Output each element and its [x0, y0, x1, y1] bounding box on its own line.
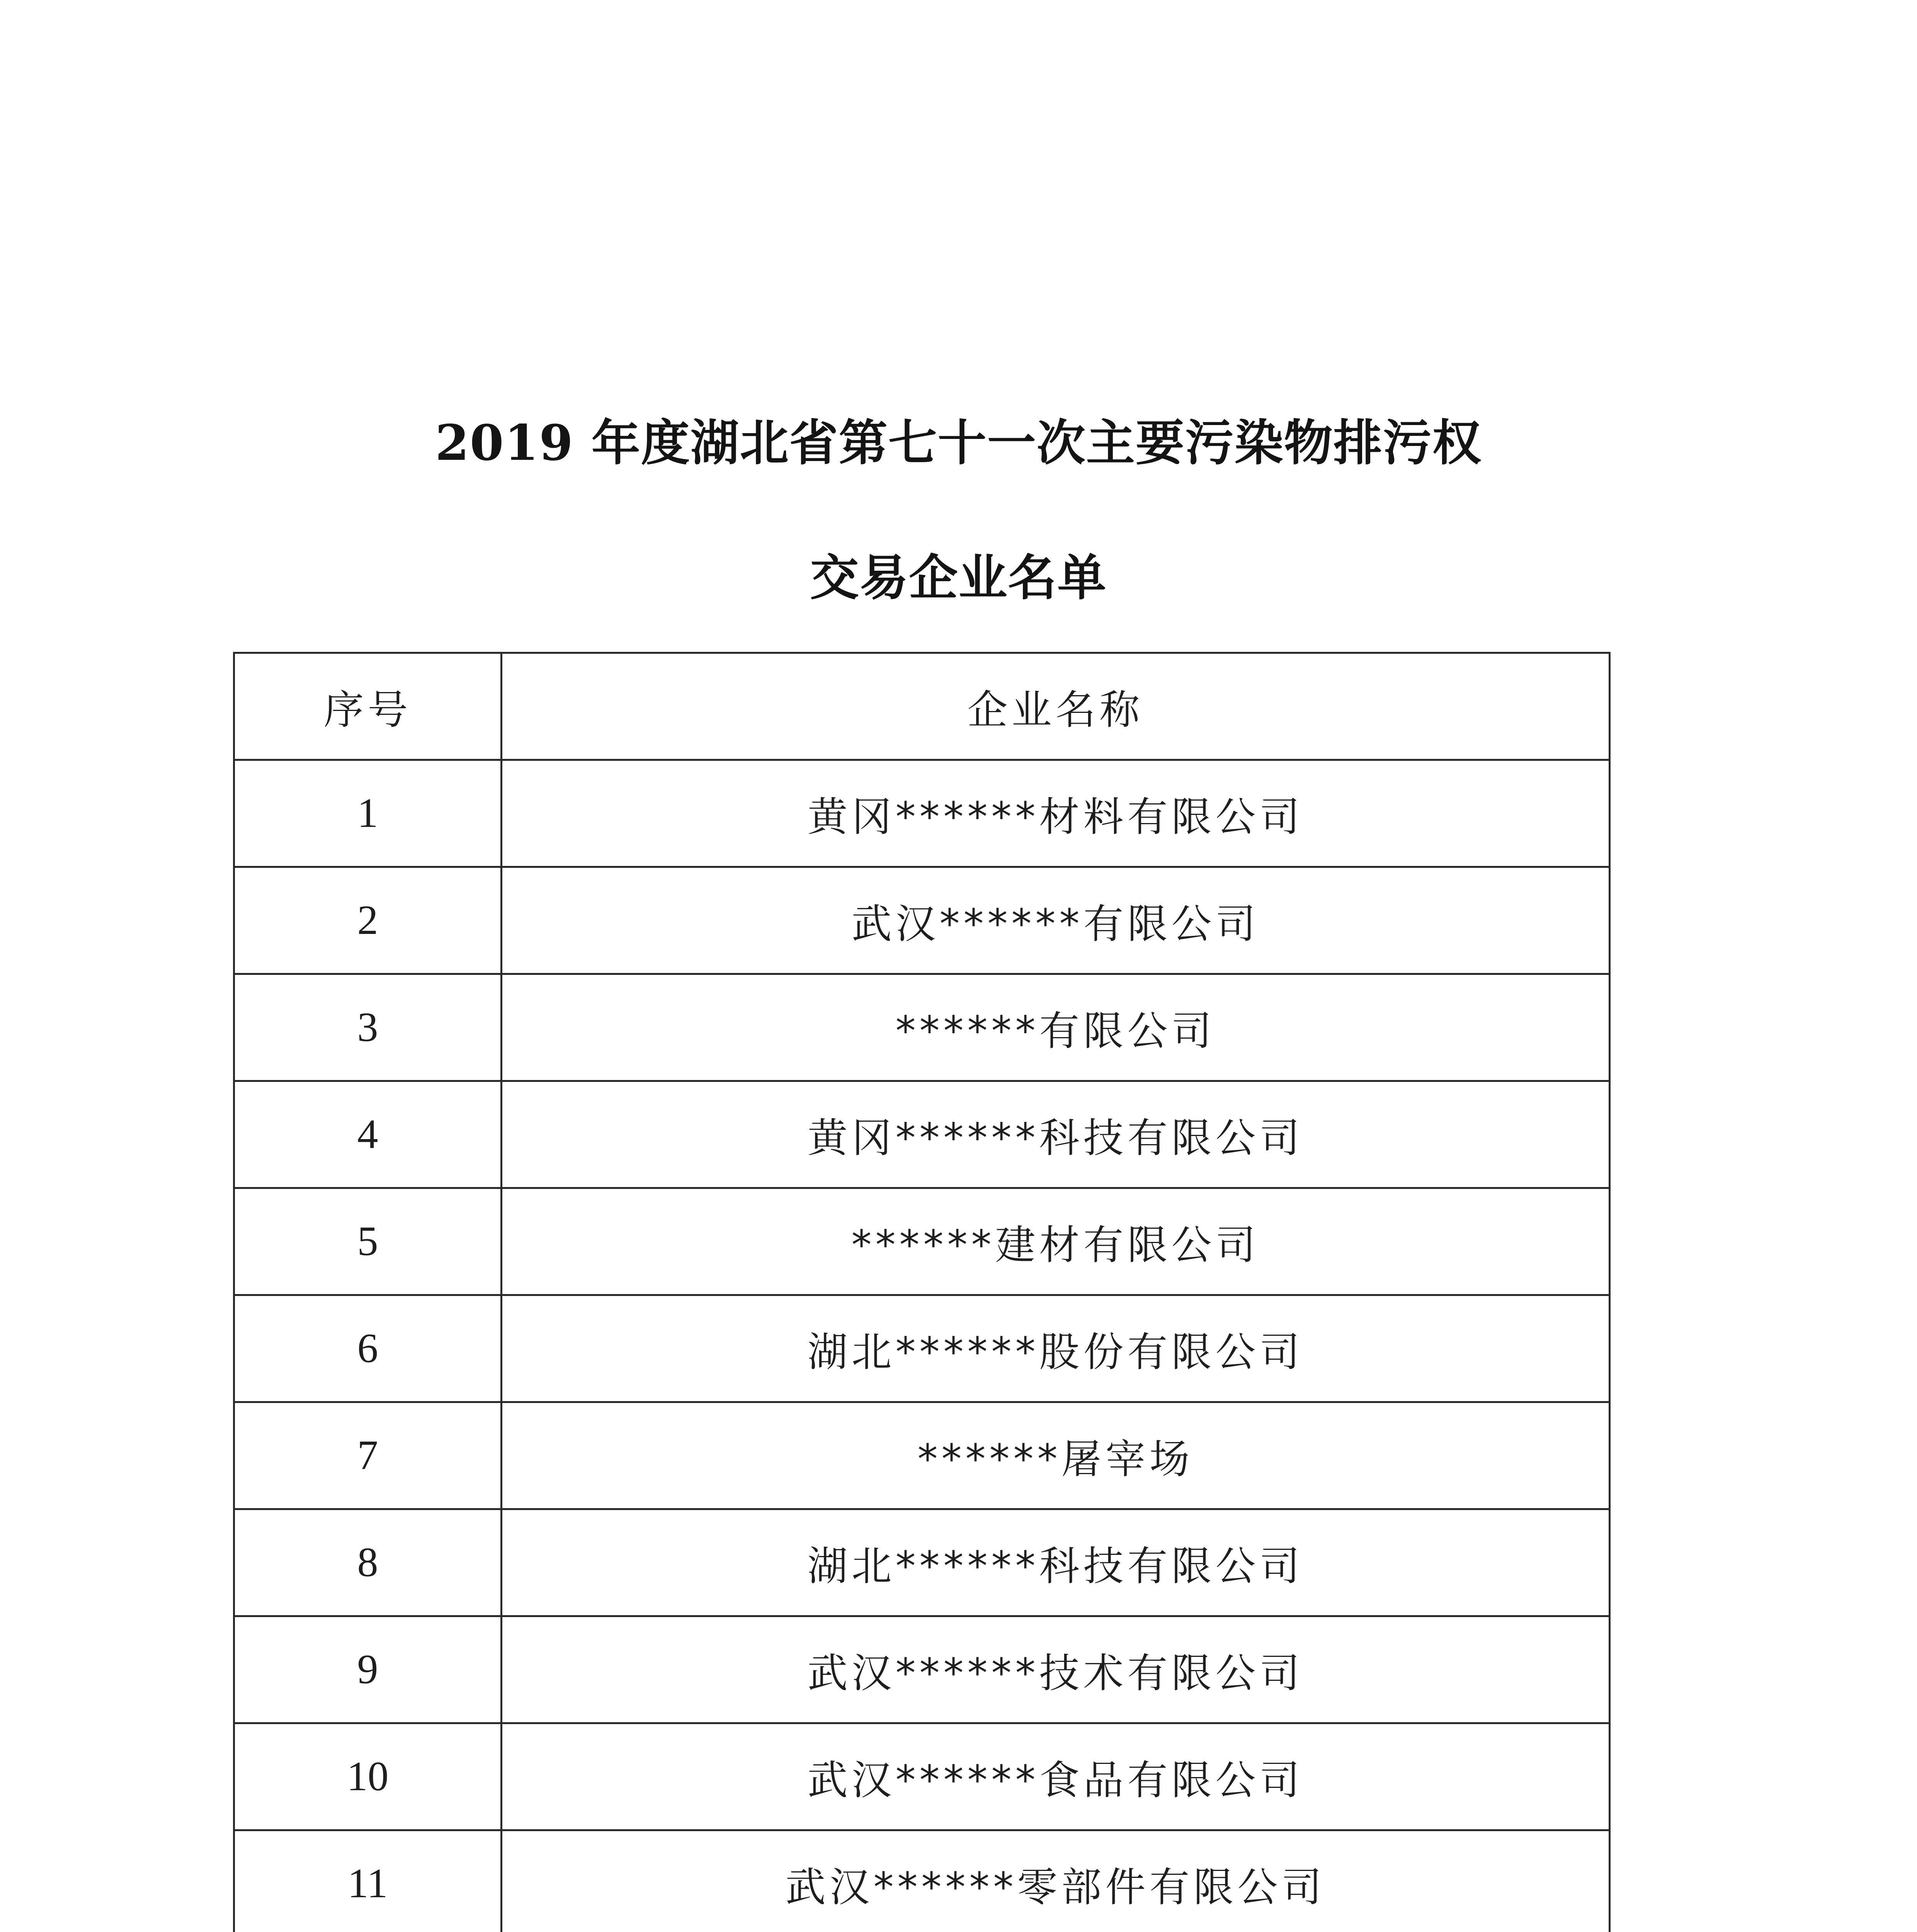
- enterprise-name-cell: ******建材有限公司: [502, 1188, 1610, 1295]
- table-row: [234, 974, 1610, 1081]
- document-title-line-1: 2019 年度湖北省第七十一次主要污染物排污权: [435, 414, 1482, 471]
- enterprise-name-cell: 黄冈******科技有限公司: [502, 1081, 1610, 1188]
- table-row: [234, 1081, 1610, 1188]
- serial-number-cell: 4: [234, 1081, 502, 1188]
- table-row: [234, 1616, 1610, 1723]
- column-header-enterprise-name: 企业名称: [502, 653, 1610, 760]
- enterprise-name-cell: 湖北******股份有限公司: [502, 1295, 1610, 1402]
- serial-number-cell: 6: [234, 1295, 502, 1402]
- table-row: [234, 1188, 1610, 1295]
- table-row: [234, 867, 1610, 974]
- column-header-serial-number: 序号: [234, 653, 502, 760]
- serial-number-cell: 7: [234, 1402, 502, 1509]
- table-row: [234, 1723, 1610, 1830]
- serial-number-cell: 2: [234, 867, 502, 974]
- enterprise-name-cell: 黄冈******材料有限公司: [502, 760, 1610, 867]
- table-row: [234, 1830, 1610, 1932]
- table-row: [234, 760, 1610, 867]
- enterprise-name-cell: ******屠宰场: [502, 1402, 1610, 1509]
- enterprise-name-cell: 武汉******食品有限公司: [502, 1723, 1610, 1830]
- serial-number-cell: 1: [234, 760, 502, 867]
- enterprise-name-cell: 武汉******有限公司: [502, 867, 1610, 974]
- serial-number-cell: 3: [234, 974, 502, 1081]
- enterprise-name-cell: 湖北******科技有限公司: [502, 1509, 1610, 1616]
- enterprise-list-table: [233, 652, 1611, 1932]
- serial-number-cell: 9: [234, 1616, 502, 1723]
- enterprise-name-cell: 武汉******技术有限公司: [502, 1616, 1610, 1723]
- table-row: [234, 1402, 1610, 1509]
- serial-number-cell: 11: [234, 1830, 502, 1932]
- serial-number-cell: 5: [234, 1188, 502, 1295]
- enterprise-name-cell: ******有限公司: [502, 974, 1610, 1081]
- table-header-row: [234, 653, 1610, 760]
- table-row: [234, 1295, 1610, 1402]
- serial-number-cell: 10: [234, 1723, 502, 1830]
- document-title-line-2: 交易企业名单: [810, 549, 1107, 606]
- enterprise-name-cell: 武汉******零部件有限公司: [502, 1830, 1610, 1932]
- serial-number-cell: 8: [234, 1509, 502, 1616]
- table-row: [234, 1509, 1610, 1616]
